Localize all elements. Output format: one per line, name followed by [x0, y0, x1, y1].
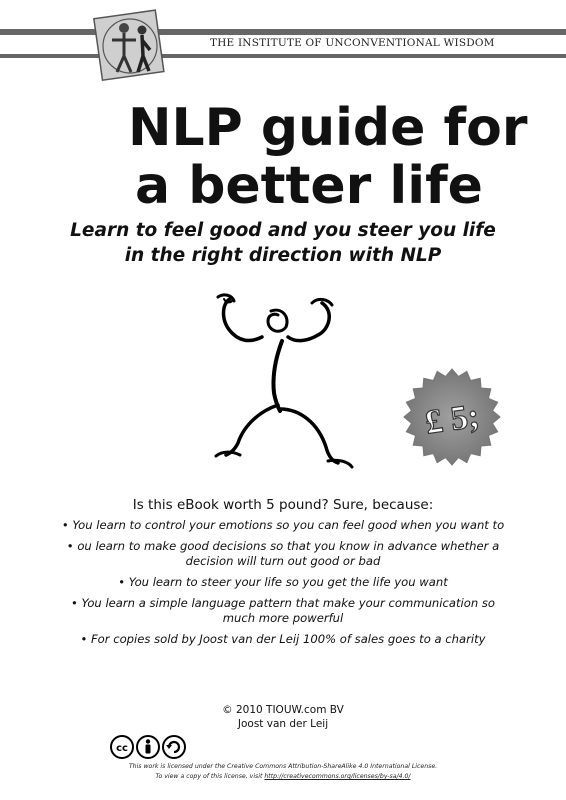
author-line: Joost van der Leij — [237, 718, 329, 730]
license-line-1: This work is licensed under the Creative Commons Attribution-ShareAlike 4.0 International License. — [128, 763, 438, 770]
title-line-2: a better life — [135, 156, 483, 216]
subtitle-line-2: in the right direction with NLP — [124, 245, 442, 266]
license-url-link[interactable]: http://creativecommons.org/licenses/by-sa/4.0/ — [264, 773, 411, 780]
copyright-line: © 2010 TIOUW.com BV — [222, 704, 344, 716]
benefit-item: • You learn a simple language pattern that make your communication so much more powerful — [70, 596, 495, 625]
header-rule-top — [0, 29, 566, 35]
title-line-1: NLP guide for — [128, 98, 528, 158]
license-line-2 — [0, 772, 566, 782]
sa-icon — [163, 736, 185, 758]
cc-license-badge[interactable] — [110, 734, 186, 760]
institute-name: THE INSTITUTE OF UNCONVENTIONAL WISDOM — [210, 37, 495, 49]
svg-text:cc: cc — [116, 743, 128, 754]
vitruvian-logo — [90, 6, 170, 86]
subtitle — [0, 218, 566, 268]
cc-icon — [111, 736, 133, 758]
subtitle-line-1: Learn to feel good and you steer you life — [70, 220, 496, 241]
stick-figure-illustration — [200, 285, 370, 475]
header-rule-bottom — [0, 54, 566, 58]
benefit-item: • You learn to steer your life so you get the life you want — [118, 575, 448, 589]
benefit-item: • ou learn to make good decisions so that you know in advance whether a decision will turn out good or bad — [66, 539, 500, 568]
benefit-item: • You learn to control your emotions so you can feel good when you want to — [61, 518, 505, 532]
license-line-2-prefix: To view a copy of this license, visit — [155, 773, 265, 780]
license-notice — [0, 762, 566, 782]
price-badge — [403, 368, 501, 466]
benefits-list — [60, 518, 506, 653]
copyright-block — [0, 703, 566, 731]
worth-question: Is this eBook worth 5 pound? Sure, because: — [132, 497, 434, 513]
price-label: £ 5; — [423, 397, 482, 442]
benefit-item: • For copies sold by Joost van der Leij 100% of sales goes to a charity — [80, 632, 486, 646]
by-icon — [137, 736, 159, 758]
